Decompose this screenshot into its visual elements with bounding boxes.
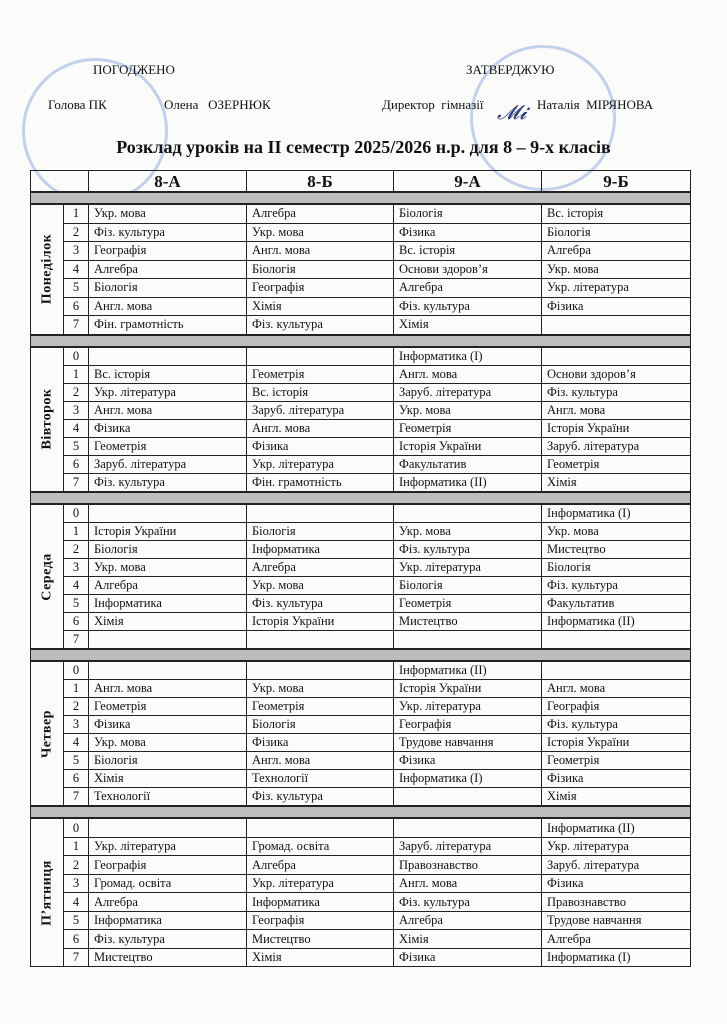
class-header: 9-Б [542, 171, 691, 193]
lesson-cell: Алгебра [89, 893, 247, 912]
lesson-cell: Англ. мова [89, 401, 247, 419]
table-row [31, 383, 691, 401]
lesson-cell: Заруб. література [394, 837, 542, 856]
lesson-number: 7 [64, 788, 89, 807]
table-row [31, 874, 691, 893]
lesson-cell: Мистецтво [542, 541, 691, 559]
separator-cell [31, 649, 691, 661]
agreed-role: Голова ПК [48, 97, 107, 112]
lesson-cell: Фіз. культура [394, 297, 542, 316]
lesson-cell: Біологія [394, 577, 542, 595]
lesson-cell: Інформатика (ІІ) [394, 661, 542, 680]
lesson-number: 6 [64, 613, 89, 631]
lesson-cell: Фін. грамотність [247, 474, 394, 493]
lesson-cell: Трудове навчання [542, 911, 691, 930]
lesson-cell: Основи здоров’я [394, 260, 542, 279]
lesson-cell: Геометрія [542, 752, 691, 770]
separator-cell [31, 806, 691, 818]
lesson-cell: Укр. мова [394, 523, 542, 541]
lesson-cell: Вс. історія [89, 365, 247, 383]
table-row [31, 419, 691, 437]
lesson-cell: Фізика [394, 752, 542, 770]
lesson-cell: Інформатика [247, 541, 394, 559]
lesson-cell: Географія [89, 242, 247, 261]
lesson-number: 6 [64, 456, 89, 474]
lesson-number: 0 [64, 347, 89, 366]
lesson-number: 1 [64, 837, 89, 856]
table-row [31, 523, 691, 541]
lesson-cell: Мистецтво [394, 613, 542, 631]
lesson-cell: Фізика [542, 297, 691, 316]
lesson-cell [394, 788, 542, 807]
lesson-cell: Укр. мова [247, 223, 394, 242]
lesson-cell: Біологія [89, 752, 247, 770]
lesson-number: 5 [64, 752, 89, 770]
day-label: Вівторок [39, 388, 55, 450]
lesson-cell: Укр. література [89, 837, 247, 856]
table-row [31, 347, 691, 366]
table-row [31, 613, 691, 631]
lesson-cell: Геометрія [542, 456, 691, 474]
lesson-cell: Геометрія [247, 698, 394, 716]
table-row [31, 770, 691, 788]
lesson-cell: Укр. література [542, 279, 691, 298]
agreed-label: ПОГОДЖЕНО [93, 62, 175, 77]
lesson-cell: Історія України [89, 523, 247, 541]
lesson-cell: Технології [89, 788, 247, 807]
lesson-cell: Укр. мова [394, 401, 542, 419]
table-row [31, 279, 691, 298]
lesson-cell: Інформатика (ІІ) [394, 474, 542, 493]
table-row [31, 504, 691, 523]
lesson-cell: Громад. освіта [247, 837, 394, 856]
lesson-cell: Алгебра [394, 911, 542, 930]
table-row [31, 242, 691, 261]
class-header: 9-А [394, 171, 542, 193]
lesson-number: 3 [64, 559, 89, 577]
lesson-number: 7 [64, 474, 89, 493]
day-separator [31, 492, 691, 504]
lesson-number: 6 [64, 770, 89, 788]
lesson-number: 5 [64, 595, 89, 613]
lesson-cell: Фіз. культура [89, 930, 247, 949]
lesson-cell: Інформатика [89, 911, 247, 930]
lesson-cell: Біологія [247, 716, 394, 734]
lesson-cell: Фіз. культура [394, 541, 542, 559]
table-row [31, 948, 691, 967]
lesson-number: 4 [64, 260, 89, 279]
lesson-number: 2 [64, 856, 89, 875]
lesson-cell: Історія України [394, 680, 542, 698]
approved-name: Наталія МІРЯНОВА [537, 97, 654, 112]
lesson-number: 5 [64, 911, 89, 930]
lesson-cell: Алгебра [542, 242, 691, 261]
lesson-cell: Біологія [542, 223, 691, 242]
lesson-cell: Заруб. література [394, 383, 542, 401]
lesson-cell: Хімія [394, 930, 542, 949]
signature: 𝓜𝓲 [497, 100, 527, 124]
lesson-cell: Географія [247, 279, 394, 298]
lesson-cell: Хімія [247, 948, 394, 967]
lesson-cell [89, 347, 247, 366]
day-label-cell [31, 504, 64, 649]
lesson-cell: Укр. мова [542, 260, 691, 279]
day-label: Четвер [39, 709, 55, 758]
lesson-number: 0 [64, 818, 89, 837]
lesson-number: 0 [64, 661, 89, 680]
lesson-cell: Геометрія [247, 365, 394, 383]
lesson-number: 7 [64, 631, 89, 650]
class-header-row [31, 171, 691, 193]
lesson-number: 2 [64, 541, 89, 559]
lesson-cell: Вс. історія [247, 383, 394, 401]
lesson-cell: Алгебра [89, 260, 247, 279]
lesson-cell: Інформатика (І) [394, 347, 542, 366]
agreed-name: Олена ОЗЕРНЮК [164, 97, 271, 112]
day-separator [31, 806, 691, 818]
lesson-cell: Біологія [542, 559, 691, 577]
lesson-number: 2 [64, 383, 89, 401]
table-row [31, 437, 691, 455]
lesson-cell: Фізика [247, 437, 394, 455]
lesson-cell: Хімія [247, 297, 394, 316]
lesson-cell: Географія [247, 911, 394, 930]
lesson-cell: Фізика [542, 770, 691, 788]
lesson-cell: Укр. література [89, 383, 247, 401]
lesson-cell: Укр. мова [247, 680, 394, 698]
lesson-cell: Укр. література [394, 698, 542, 716]
lesson-cell [394, 818, 542, 837]
lesson-number: 1 [64, 365, 89, 383]
separator-cell [31, 492, 691, 504]
lesson-cell: Алгебра [247, 559, 394, 577]
document-title: Розклад уроків на ІІ семестр 2025/2026 н.р. для 8 – 9-х класів [116, 137, 611, 157]
lesson-number: 5 [64, 437, 89, 455]
lesson-cell: Англ. мова [542, 680, 691, 698]
day-label-cell [31, 204, 64, 335]
lesson-cell: Інформатика (І) [394, 770, 542, 788]
lesson-cell: Геометрія [394, 595, 542, 613]
lesson-number: 7 [64, 948, 89, 967]
table-row [31, 661, 691, 680]
lesson-cell: Алгебра [394, 279, 542, 298]
lesson-cell: Англ. мова [542, 401, 691, 419]
lesson-cell: Біологія [394, 204, 542, 223]
day-label: Понеділок [39, 234, 55, 305]
lesson-number: 1 [64, 204, 89, 223]
lesson-cell: Географія [542, 698, 691, 716]
lesson-cell: Фізика [247, 734, 394, 752]
lesson-cell [542, 316, 691, 335]
lesson-cell: Фіз. культура [247, 316, 394, 335]
lesson-cell [394, 631, 542, 650]
lesson-cell [247, 631, 394, 650]
lesson-cell: Алгебра [247, 856, 394, 875]
lesson-cell: Заруб. література [542, 437, 691, 455]
table-row [31, 788, 691, 807]
lesson-number: 1 [64, 680, 89, 698]
lesson-cell: Фізика [542, 874, 691, 893]
day-label: П’ятниця [39, 859, 55, 926]
table-row [31, 223, 691, 242]
class-header: 8-Б [247, 171, 394, 193]
day-separator [31, 192, 691, 204]
lesson-number: 2 [64, 223, 89, 242]
lesson-cell [247, 504, 394, 523]
lesson-cell: Біологія [247, 523, 394, 541]
lesson-number: 1 [64, 523, 89, 541]
table-row [31, 818, 691, 837]
lesson-cell: Інформатика (І) [542, 504, 691, 523]
lesson-cell: Географія [394, 716, 542, 734]
lesson-cell: Фізика [89, 716, 247, 734]
lesson-cell: Факультатив [394, 456, 542, 474]
lesson-cell: Біологія [89, 279, 247, 298]
lesson-cell: Фіз. культура [542, 383, 691, 401]
approved-label: ЗАТВЕРДЖУЮ [466, 62, 555, 77]
lesson-cell: Укр. мова [247, 577, 394, 595]
table-row [31, 260, 691, 279]
table-row [31, 856, 691, 875]
lesson-cell: Хімія [542, 788, 691, 807]
lesson-cell: Укр. мова [89, 559, 247, 577]
lesson-number: 2 [64, 698, 89, 716]
lesson-cell: Інформатика (ІІ) [542, 818, 691, 837]
lesson-cell: Географія [89, 856, 247, 875]
lesson-cell [542, 631, 691, 650]
lesson-cell [394, 504, 542, 523]
lesson-cell: Фіз. культура [394, 893, 542, 912]
table-row [31, 577, 691, 595]
table-row [31, 734, 691, 752]
lesson-cell: Біологія [247, 260, 394, 279]
table-row [31, 365, 691, 383]
lesson-cell: Заруб. література [542, 856, 691, 875]
table-row [31, 752, 691, 770]
table-row [31, 456, 691, 474]
lesson-cell: Англ. мова [247, 242, 394, 261]
table-row [31, 474, 691, 493]
day-label-cell [31, 661, 64, 806]
lesson-cell [247, 347, 394, 366]
corner-cell [31, 171, 89, 193]
lesson-cell [89, 504, 247, 523]
lesson-cell [542, 661, 691, 680]
lesson-cell [89, 818, 247, 837]
table-row [31, 297, 691, 316]
lesson-cell: Фізика [394, 948, 542, 967]
lesson-number: 6 [64, 297, 89, 316]
lesson-cell: Вс. історія [542, 204, 691, 223]
lesson-cell: Хімія [89, 613, 247, 631]
lesson-cell: Англ. мова [247, 419, 394, 437]
table-row [31, 911, 691, 930]
lesson-cell: Заруб. література [89, 456, 247, 474]
lesson-cell: Алгебра [542, 930, 691, 949]
table-row [31, 316, 691, 335]
table-row [31, 401, 691, 419]
lesson-cell: Історія України [247, 613, 394, 631]
table-row [31, 698, 691, 716]
day-label-cell [31, 347, 64, 493]
table-row [31, 680, 691, 698]
table-row [31, 716, 691, 734]
lesson-number: 4 [64, 893, 89, 912]
separator-cell [31, 335, 691, 347]
lesson-cell: Правознавство [394, 856, 542, 875]
lesson-number: 3 [64, 716, 89, 734]
lesson-cell [89, 661, 247, 680]
lesson-cell: Історія України [542, 734, 691, 752]
lesson-cell [247, 818, 394, 837]
lesson-cell: Геометрія [89, 437, 247, 455]
lesson-cell: Інформатика (І) [542, 948, 691, 967]
lesson-cell: Історія України [394, 437, 542, 455]
table-row [31, 631, 691, 650]
lesson-cell: Алгебра [247, 204, 394, 223]
lesson-number: 5 [64, 279, 89, 298]
lesson-cell [247, 661, 394, 680]
lesson-number: 4 [64, 577, 89, 595]
lesson-cell: Алгебра [89, 577, 247, 595]
lesson-number: 3 [64, 242, 89, 261]
lesson-cell: Правознавство [542, 893, 691, 912]
lesson-number: 7 [64, 316, 89, 335]
lesson-cell: Фіз. культура [89, 223, 247, 242]
lesson-cell: Інформатика [89, 595, 247, 613]
day-label-cell [31, 818, 64, 967]
lesson-number: 6 [64, 930, 89, 949]
lesson-cell: Англ. мова [89, 297, 247, 316]
day-label: Середа [39, 553, 55, 601]
table-row [31, 595, 691, 613]
lesson-cell: Технології [247, 770, 394, 788]
lesson-cell: Англ. мова [247, 752, 394, 770]
lesson-cell: Факультатив [542, 595, 691, 613]
lesson-cell: Фіз. культура [542, 577, 691, 595]
lesson-cell: Фізика [89, 419, 247, 437]
lesson-cell: Фін. грамотність [89, 316, 247, 335]
lesson-cell: Інформатика [247, 893, 394, 912]
lesson-cell: Укр. література [542, 837, 691, 856]
day-separator [31, 335, 691, 347]
lesson-cell: Англ. мова [394, 365, 542, 383]
lesson-cell: Геометрія [394, 419, 542, 437]
lesson-cell [542, 347, 691, 366]
lesson-cell: Хімія [394, 316, 542, 335]
lesson-cell: Укр. мова [542, 523, 691, 541]
approved-role: Директор гімназії [382, 97, 484, 112]
lesson-number: 3 [64, 401, 89, 419]
lesson-number: 4 [64, 734, 89, 752]
lesson-cell: Хімія [89, 770, 247, 788]
schedule-table [30, 170, 691, 967]
lesson-cell: Біологія [89, 541, 247, 559]
table-row [31, 837, 691, 856]
lesson-cell: Геометрія [89, 698, 247, 716]
lesson-cell: Хімія [542, 474, 691, 493]
lesson-number: 0 [64, 504, 89, 523]
lesson-number: 4 [64, 419, 89, 437]
lesson-cell: Фіз. культура [542, 716, 691, 734]
lesson-cell: Укр. література [247, 874, 394, 893]
lesson-cell: Фіз. культура [247, 788, 394, 807]
lesson-number: 3 [64, 874, 89, 893]
lesson-cell: Фіз. культура [247, 595, 394, 613]
lesson-cell: Укр. література [394, 559, 542, 577]
separator-cell [31, 192, 691, 204]
lesson-cell: Англ. мова [89, 680, 247, 698]
lesson-cell: Укр. література [247, 456, 394, 474]
lesson-cell: Фізика [394, 223, 542, 242]
table-row [31, 204, 691, 223]
lesson-cell: Заруб. література [247, 401, 394, 419]
lesson-cell: Фіз. культура [89, 474, 247, 493]
lesson-cell [89, 631, 247, 650]
class-header: 8-А [89, 171, 247, 193]
lesson-cell: Укр. мова [89, 204, 247, 223]
table-row [31, 930, 691, 949]
lesson-cell: Вс. історія [394, 242, 542, 261]
table-row [31, 541, 691, 559]
lesson-cell: Інформатика (ІІ) [542, 613, 691, 631]
lesson-cell: Громад. освіта [89, 874, 247, 893]
lesson-cell: Трудове навчання [394, 734, 542, 752]
lesson-cell: Англ. мова [394, 874, 542, 893]
lesson-cell: Історія України [542, 419, 691, 437]
lesson-cell: Мистецтво [247, 930, 394, 949]
table-row [31, 559, 691, 577]
lesson-cell: Укр. мова [89, 734, 247, 752]
lesson-cell: Мистецтво [89, 948, 247, 967]
table-row [31, 893, 691, 912]
day-separator [31, 649, 691, 661]
lesson-cell: Основи здоров’я [542, 365, 691, 383]
